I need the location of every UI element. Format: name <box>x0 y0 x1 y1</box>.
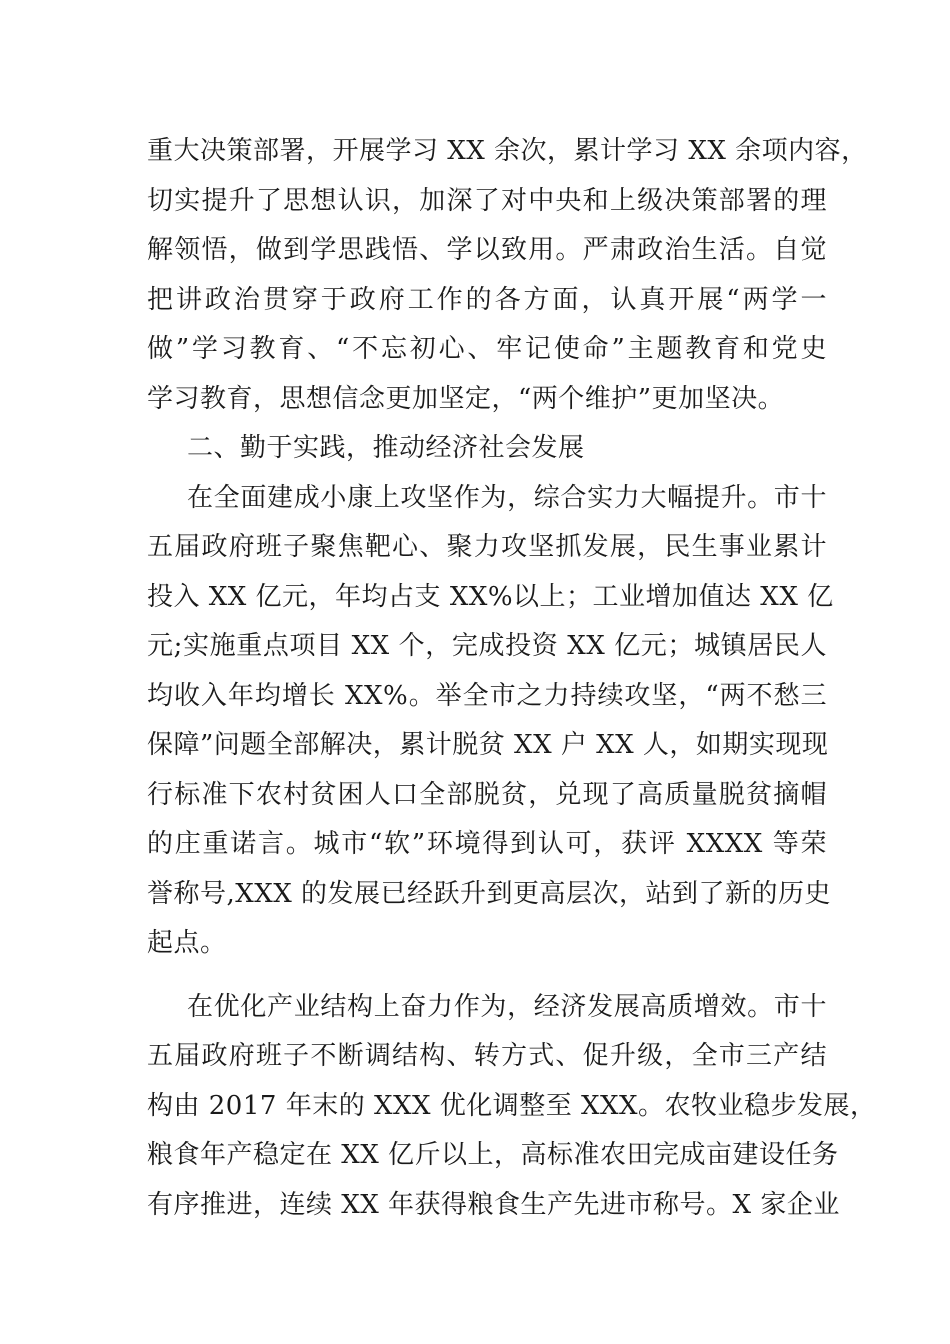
text-line: 在优化产业结构上奋力作为，经济发展高质增效。市十 <box>187 991 827 1022</box>
text-line: 解领悟，做到学思践悟、学以致用。严肃政治生活。自觉 <box>147 235 827 265</box>
text-line: 构由 2017 年末的 XXX 优化调整至 XXX。农牧业稳步发展， <box>147 1090 877 1121</box>
text-line: 誉称号,XXX 的发展已经跃升到更高层次，站到了新的历史 <box>147 878 832 909</box>
text-line: 的庄重诺言。城市“软”环境得到认可，获评 XXXX 等荣 <box>147 829 827 859</box>
text-line: 重大决策部署，开展学习 XX 余次，累计学习 XX 余项内容， <box>147 136 868 166</box>
paragraph-industrial-structure <box>147 983 877 1231</box>
text-line: 起点。 <box>147 928 227 958</box>
text-line: 学习教育，思想信念更加坚定，“两个维护”更加坚决。 <box>147 383 785 414</box>
text-line: 行标准下农村贫困人口全部脱贫，兑现了高质量脱贫摘帽 <box>147 779 827 810</box>
paragraph-political-study <box>147 127 868 424</box>
text-line: 元;实施重点项目 XX 个，完成投资 XX 亿元；城镇居民人 <box>147 631 827 661</box>
section-heading-text: 二、勤于实践，推动经济社会发展 <box>187 433 585 463</box>
text-line: 五届政府班子不断调结构、转方式、促升级，全市三产结 <box>147 1041 827 1071</box>
text-line: 保障”问题全部解决，累计脱贫 XX 户 XX 人，如期实现现 <box>147 730 829 760</box>
text-line: 均收入年均增长 XX%。举全市之力持续攻坚，“两不愁三 <box>147 680 827 711</box>
text-line: 有序推进，连续 XX 年获得粮食生产先进市称号。X 家企业 <box>147 1189 840 1220</box>
text-line: 在全面建成小康上攻坚作为，综合实力大幅提升。市十 <box>187 482 827 513</box>
paragraph-gap <box>147 969 827 983</box>
paragraph-xiaokang <box>147 474 834 969</box>
section-heading <box>147 424 827 474</box>
text-line: 把讲政治贯穿于政府工作的各方面，认真开展“两学一 <box>147 284 827 315</box>
text-line: 五届政府班子聚焦靶心、聚力攻坚抓发展，民生事业累计 <box>147 532 827 562</box>
text-line: 做”学习教育、“不忘初心、牢记使命”主题教育和党史 <box>147 334 827 364</box>
text-line: 粮食年产稳定在 XX 亿斤以上，高标准农田完成亩建设任务 <box>147 1140 839 1170</box>
text-line: 切实提升了思想认识，加深了对中央和上级决策部署的理 <box>147 185 827 216</box>
text-line: 投入 XX 亿元，年均占支 XX%以上；工业增加值达 XX 亿 <box>147 581 834 612</box>
body-text <box>147 127 877 1230</box>
